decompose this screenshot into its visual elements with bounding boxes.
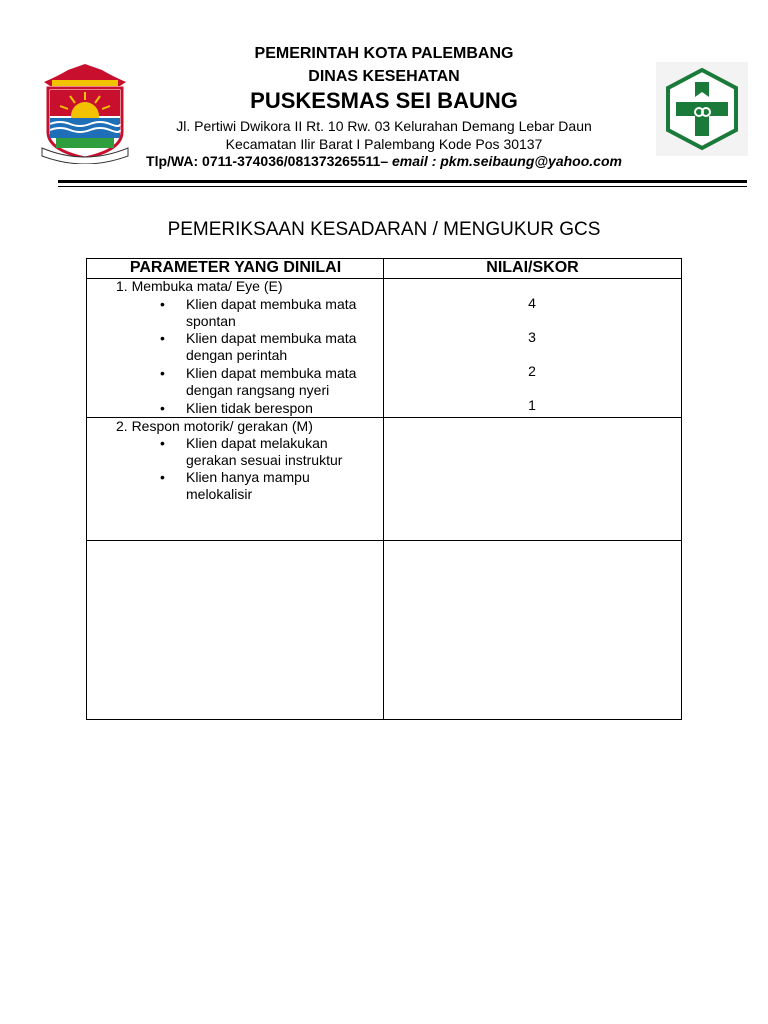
header-government: PEMERINTAH KOTA PALEMBANG [254,45,514,62]
header-address-line2: Kecamatan Ilir Barat I Palembang Kode Pos 30137 [225,136,543,152]
header-parameter: PARAMETER YANG DINILAI [129,259,342,276]
list-item: spontan [186,313,236,329]
score-value: 1 [528,397,536,413]
list-item: melokalisir [186,486,253,502]
list-item: Klien dapat membuka mata [186,365,357,381]
bullet: • [160,435,165,451]
list-item: Klien dapat melakukan [186,435,328,451]
document-title: PEMERIKSAAN KESADARAN / MENGUKUR GCS [167,219,601,240]
list-item: Klien hanya mampu [186,469,310,485]
header-department: DINAS KESEHATAN [308,68,460,85]
bullet: • [160,400,165,416]
palembang-city-emblem-icon [38,62,132,164]
bullet: • [160,365,165,381]
section-eye-title: 1. Membuka mata/ Eye (E) [116,278,283,294]
bullet: • [160,296,165,312]
bullet: • [160,469,165,485]
header-email: email : pkm.seibaung@yahoo.com [392,153,622,169]
gcs-table [86,258,682,720]
list-item: dengan rangsang nyeri [186,382,330,398]
score-value: 4 [528,295,536,311]
header-address-line1: Jl. Pertiwi Dwikora II Rt. 10 Rw. 03 Kelurahan Demang Lebar Daun [176,118,592,134]
header-institution: PUSKESMAS SEI BAUNG [250,88,518,113]
score-value: 2 [528,363,536,379]
puskesmas-logo-icon [656,62,748,156]
bullet: • [160,330,165,346]
list-item: dengan perintah [186,347,288,363]
header-divider-thick [58,180,747,183]
list-item: gerakan sesuai instruktur [186,452,343,468]
header-contact [130,153,638,169]
header-divider-thin [58,186,747,187]
list-item: Klien tidak berespon [186,400,313,416]
section-motor-title: 2. Respon motorik/ gerakan (M) [116,418,313,434]
header-phone: Tlp/WA: 0711-374036/081373265511– [146,153,393,169]
list-item: Klien dapat membuka mata [186,296,357,312]
score-value: 3 [528,329,536,345]
list-item: Klien dapat membuka mata [186,330,357,346]
header-score: NILAI/SKOR [486,259,579,276]
